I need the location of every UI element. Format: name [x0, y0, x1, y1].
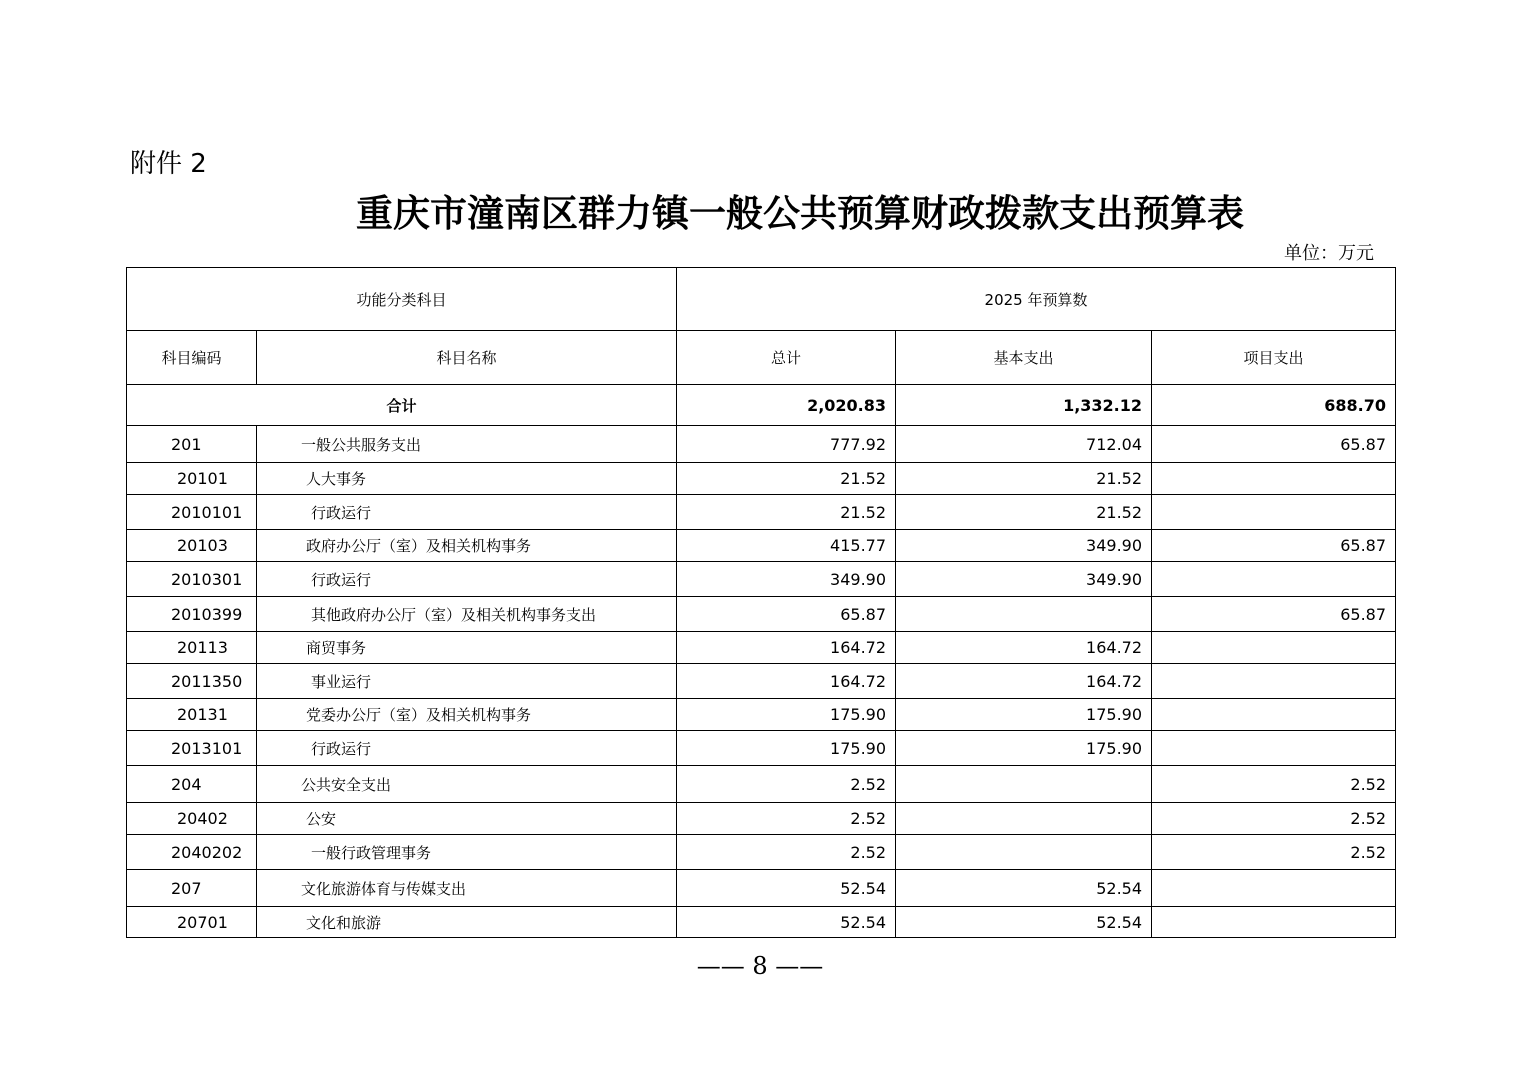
row-code: 2040202	[127, 835, 257, 870]
row-name: 党委办公厅（室）及相关机构事务	[257, 699, 677, 731]
row-code: 2010301	[127, 562, 257, 597]
row-total: 2.52	[677, 766, 896, 803]
table-row	[127, 766, 1396, 803]
row-code: 20113	[127, 632, 257, 664]
row-total: 52.54	[677, 907, 896, 938]
header-functional-classification: 功能分类科目	[127, 268, 677, 331]
row-project: 2.52	[1152, 835, 1396, 870]
total-label: 合计	[127, 385, 677, 426]
row-basic	[896, 803, 1152, 835]
row-code: 207	[127, 870, 257, 907]
row-basic: 175.90	[896, 699, 1152, 731]
header-group-row	[127, 268, 1396, 331]
row-project: 65.87	[1152, 426, 1396, 463]
row-total: 777.92	[677, 426, 896, 463]
row-code: 204	[127, 766, 257, 803]
unit-label: 单位：万元	[1284, 243, 1374, 264]
row-name: 其他政府办公厅（室）及相关机构事务支出	[257, 597, 677, 632]
row-code: 20131	[127, 699, 257, 731]
total-project: 688.70	[1152, 385, 1396, 426]
row-total: 164.72	[677, 632, 896, 664]
row-name: 一般行政管理事务	[257, 835, 677, 870]
table-row	[127, 870, 1396, 907]
row-basic: 712.04	[896, 426, 1152, 463]
total-row	[127, 385, 1396, 426]
row-name: 政府办公厅（室）及相关机构事务	[257, 530, 677, 562]
row-name: 文化和旅游	[257, 907, 677, 938]
table-row	[127, 907, 1396, 938]
table-row	[127, 835, 1396, 870]
table-row	[127, 632, 1396, 664]
budget-table-body	[127, 268, 1396, 938]
row-name: 公共安全支出	[257, 766, 677, 803]
table-row	[127, 597, 1396, 632]
row-total: 21.52	[677, 495, 896, 530]
budget-table	[126, 267, 1396, 938]
table-row	[127, 495, 1396, 530]
header-project: 项目支出	[1152, 331, 1396, 385]
row-total: 175.90	[677, 699, 896, 731]
row-project	[1152, 495, 1396, 530]
row-total: 21.52	[677, 463, 896, 495]
row-project	[1152, 699, 1396, 731]
table-row	[127, 463, 1396, 495]
row-basic: 52.54	[896, 870, 1152, 907]
row-name: 行政运行	[257, 731, 677, 766]
row-name: 公安	[257, 803, 677, 835]
row-basic: 349.90	[896, 562, 1152, 597]
row-code: 2010101	[127, 495, 257, 530]
total-basic: 1,332.12	[896, 385, 1152, 426]
row-name: 事业运行	[257, 664, 677, 699]
header-basic: 基本支出	[896, 331, 1152, 385]
row-name: 人大事务	[257, 463, 677, 495]
row-project	[1152, 731, 1396, 766]
row-total: 2.52	[677, 835, 896, 870]
row-basic: 349.90	[896, 530, 1152, 562]
table-row	[127, 699, 1396, 731]
row-basic: 21.52	[896, 463, 1152, 495]
table-row	[127, 530, 1396, 562]
row-name: 一般公共服务支出	[257, 426, 677, 463]
row-project: 65.87	[1152, 530, 1396, 562]
row-code: 2013101	[127, 731, 257, 766]
row-code: 20402	[127, 803, 257, 835]
row-code: 201	[127, 426, 257, 463]
row-project	[1152, 463, 1396, 495]
row-project	[1152, 562, 1396, 597]
row-code: 20101	[127, 463, 257, 495]
row-total: 65.87	[677, 597, 896, 632]
table-row	[127, 562, 1396, 597]
document-title: 重庆市潼南区群力镇一般公共预算财政拨款支出预算表	[356, 191, 1244, 235]
row-code: 20103	[127, 530, 257, 562]
row-code: 20701	[127, 907, 257, 938]
header-column-row	[127, 331, 1396, 385]
table-row	[127, 664, 1396, 699]
table-row	[127, 731, 1396, 766]
row-total: 349.90	[677, 562, 896, 597]
row-code: 2010399	[127, 597, 257, 632]
row-name: 行政运行	[257, 562, 677, 597]
row-project	[1152, 632, 1396, 664]
row-project	[1152, 907, 1396, 938]
row-basic	[896, 597, 1152, 632]
table-row	[127, 426, 1396, 463]
row-project: 2.52	[1152, 766, 1396, 803]
header-budget-year: 2025 年预算数	[677, 268, 1396, 331]
row-name: 行政运行	[257, 495, 677, 530]
row-project	[1152, 870, 1396, 907]
total-total: 2,020.83	[677, 385, 896, 426]
row-basic: 164.72	[896, 632, 1152, 664]
row-total: 415.77	[677, 530, 896, 562]
row-basic: 175.90	[896, 731, 1152, 766]
header-code: 科目编码	[127, 331, 257, 385]
row-name: 商贸事务	[257, 632, 677, 664]
row-basic	[896, 835, 1152, 870]
row-project	[1152, 664, 1396, 699]
attachment-label: 附件 2	[130, 149, 207, 179]
row-basic: 164.72	[896, 664, 1152, 699]
row-total: 52.54	[677, 870, 896, 907]
row-basic: 21.52	[896, 495, 1152, 530]
row-project: 2.52	[1152, 803, 1396, 835]
row-total: 175.90	[677, 731, 896, 766]
row-basic: 52.54	[896, 907, 1152, 938]
row-total: 2.52	[677, 803, 896, 835]
row-basic	[896, 766, 1152, 803]
table-row	[127, 803, 1396, 835]
header-name: 科目名称	[257, 331, 677, 385]
row-code: 2011350	[127, 664, 257, 699]
page-footer: —— 8 ——	[696, 952, 824, 980]
header-total: 总计	[677, 331, 896, 385]
row-name: 文化旅游体育与传媒支出	[257, 870, 677, 907]
row-total: 164.72	[677, 664, 896, 699]
row-project: 65.87	[1152, 597, 1396, 632]
